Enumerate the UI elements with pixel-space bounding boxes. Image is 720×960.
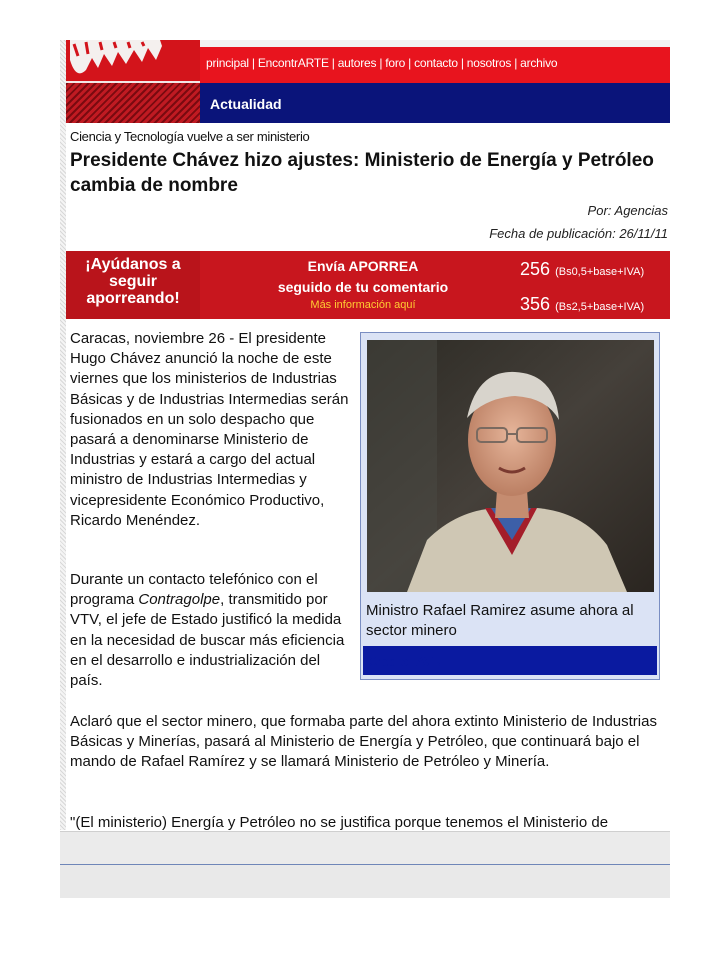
page-left-border	[60, 40, 66, 830]
shortcode-price-note: (Bs2,5+base+IVA)	[555, 301, 645, 313]
program-name: Contragolpe	[138, 591, 221, 609]
bottom-panel	[60, 831, 670, 865]
paragraph-text: , transmitido por VTV, el jefe de Estado justificó la medida en la necesidad de buscar más eficiencia en el desarrollo e industrialización del país.	[70, 591, 345, 690]
nav-separator: |	[408, 56, 412, 70]
article-photo[interactable]	[367, 340, 654, 592]
photo-credit: Credito: AVN	[368, 654, 443, 669]
banner-shortcode-256	[520, 259, 644, 280]
banner-left-line1: ¡Ayúdanos a	[85, 256, 181, 273]
banner-more-info-link[interactable]: Más información aquí	[310, 299, 416, 311]
banner-shortcode-356	[520, 294, 644, 315]
section-title[interactable]: Actualidad	[210, 96, 282, 112]
nav-separator: |	[514, 56, 518, 70]
article-paragraph-3: Aclaró que el sector minero, que formaba parte del ahora extinto Ministerio de Industrias Básicas y Minerías, pasará al Ministerio de Energía y Petróleo, que continuará bajo el mando de Rafael Ramírez y se llamará Ministerio de Petróleo y Minería.	[70, 713, 657, 771]
article-kicker: Ciencia y Tecnología vuelve a ser ministerio	[70, 129, 310, 144]
paragraph-text: Durante un contacto telefónico con el programa	[70, 571, 318, 609]
article-paragraph-4: "(El ministerio) Energía y Petróleo no se justifica porque tenemos el Ministerio de	[70, 814, 609, 831]
article-title: Presidente Chávez hizo ajustes: Ministerio de Energía y Petróleo cambia de nombre	[70, 150, 654, 196]
site-logo[interactable]	[66, 40, 200, 83]
nav-link-principal[interactable]: principal	[206, 56, 249, 70]
nav-link-contacto[interactable]: contacto	[414, 56, 458, 70]
nav-link-encontrarte[interactable]: EncontrARTE	[257, 56, 329, 70]
nav-separator: |	[251, 56, 255, 70]
minister-portrait-image	[367, 340, 654, 592]
shortcode-number: 356	[520, 294, 551, 314]
nav-link-archivo[interactable]: archivo	[520, 56, 558, 70]
nav-separator: |	[460, 56, 464, 70]
bottom-status-bar	[60, 865, 670, 898]
top-nav	[206, 56, 557, 70]
banner-send-text: Envía APORREA	[307, 258, 419, 274]
nav-link-foro[interactable]: foro	[385, 56, 406, 70]
nav-separator: |	[331, 56, 335, 70]
banner-left-line2: seguir	[108, 273, 157, 290]
banner-support-block[interactable]	[66, 251, 200, 319]
article-paragraph-1: Caracas, noviembre 26 - El presidente Hugo Chávez anunció la noche de este viernes que los ministerios de Industrias Básicas y de Industrias Intermedias serán fusionados en un solo despacho que pasará a denominarse Ministerio de Industrias y estará a cargo del actual ministro de Industrias Intermedias y vicepresidente Económico Productivo, Ricardo Menéndez.	[70, 330, 349, 529]
header-top-strip	[200, 40, 670, 47]
header-hatch-decoration	[66, 83, 200, 123]
article-date: Fecha de publicación: 26/11/11	[489, 226, 668, 241]
shortcode-number: 256	[520, 259, 551, 279]
shortcode-price-note: (Bs0,5+base+IVA)	[555, 266, 645, 278]
banner-left-line3: aporreando!	[86, 290, 180, 307]
nav-separator: |	[379, 56, 383, 70]
logo-crowd-icon	[66, 40, 200, 83]
article-paragraph-2	[70, 570, 356, 691]
banner-comment-text: seguido de tu comentario	[277, 279, 449, 295]
photo-caption: Ministro Rafael Ramirez asume ahora al sector minero	[366, 602, 634, 639]
article-author: Por: Agencias	[587, 203, 668, 218]
nav-link-autores[interactable]: autores	[337, 56, 377, 70]
nav-link-nosotros[interactable]: nosotros	[466, 56, 512, 70]
